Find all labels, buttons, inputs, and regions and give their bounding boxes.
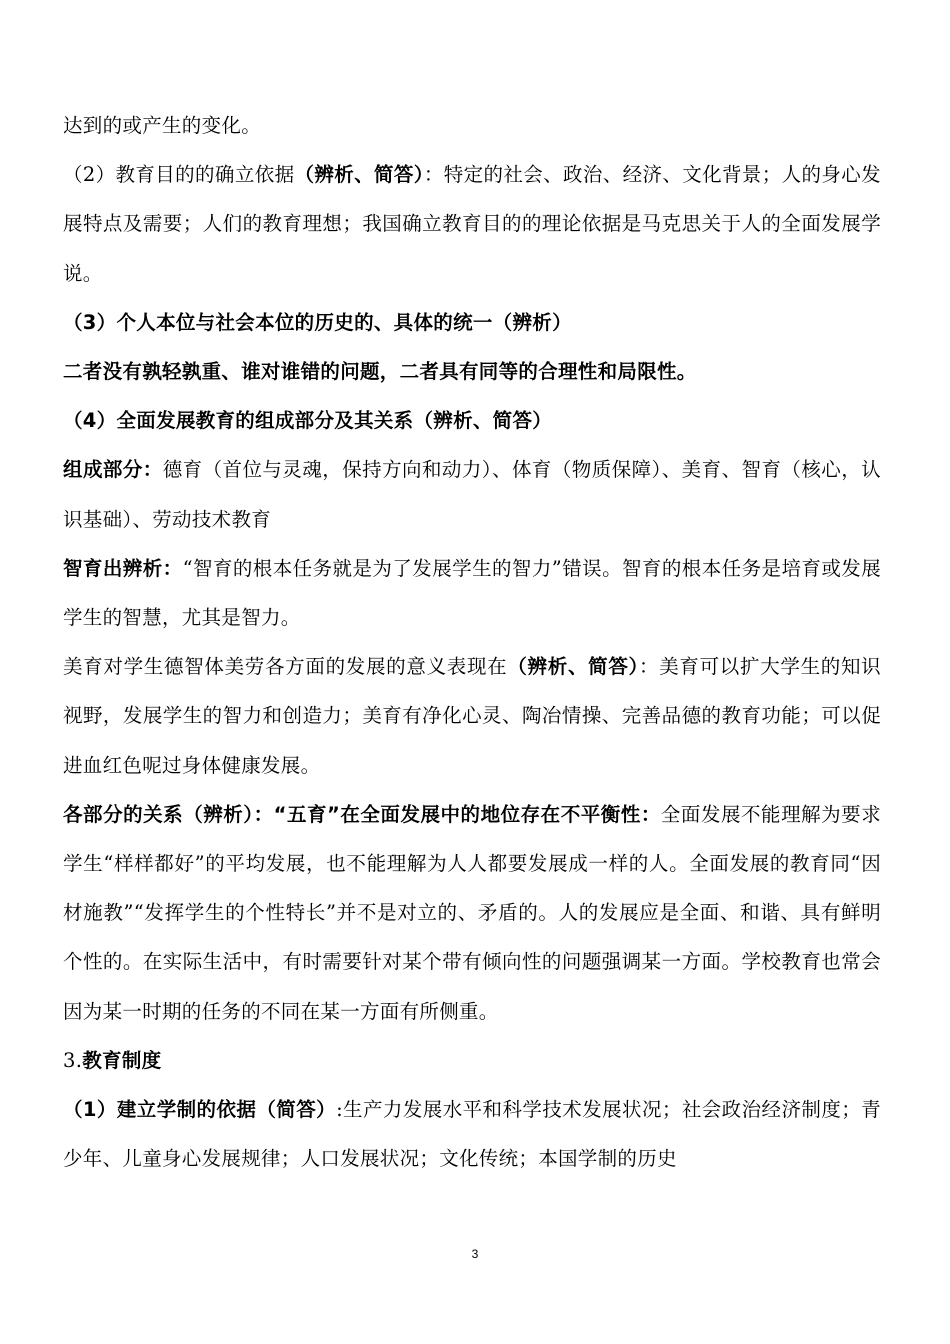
bold-label: 智育出辨析： [63, 556, 183, 580]
section-heading-education-system [63, 1036, 881, 1085]
page-number: 3 [471, 1247, 479, 1261]
paragraph-school-system-basis [63, 1085, 881, 1183]
paragraph-prefix: （2）教育目的的确立依据 [63, 163, 295, 187]
section-number: 3. [63, 1048, 83, 1072]
question-type-tag: （辨析、简答） [507, 655, 639, 679]
paragraph-text: “智育的根本任务就是为了发展学生的智力”错误。智育的根本任务是培育或发展学生的智慧，尤其是智力。 [63, 556, 881, 630]
paragraph-continuation [63, 101, 881, 150]
paragraph-prefix: 美育对学生德智体美劳各方面的发展的意义表现在 [63, 655, 508, 679]
paragraph-text: ：特定的社会、政治、经济、文化背景；人的身心发展特点及需要；人们的教育理想；我国确立教育目的的理论依据是马克思关于人的全面发展学说。 [63, 163, 881, 285]
paragraph-text: :生产力发展水平和科学技术发展状况；社会政治经济制度；青少年、儿童身心发展规律；人口发展状况；文化传统；本国学制的历史 [63, 1098, 881, 1171]
heading-text: （3）个人本位与社会本位的历史的、具体的统一（辨析） [63, 310, 572, 334]
section-title: 教育制度 [82, 1048, 162, 1072]
heading-text: （4）全面发展教育的组成部分及其关系（辨析、简答） [63, 409, 553, 433]
paragraph-text: ：美育可以扩大学生的知识视野，发展学生的智力和创造力；美育有净化心灵、陶冶情操、完善品德的教育功能；可以促进血红色呢过身体健康发展。 [63, 655, 881, 777]
heading-individual-social-standard [63, 298, 881, 347]
heading-all-round-education [63, 396, 881, 445]
bold-label: （1）建立学制的依据（简答） [63, 1098, 337, 1122]
paragraph-components [63, 445, 881, 543]
paragraph-conclusion [63, 347, 881, 396]
paragraph-text: 达到的或产生的变化。 [63, 114, 262, 137]
page-body [63, 101, 881, 1183]
paragraph-text: 德育（首位与灵魂，保持方向和动力）、体育（物质保障）、美育、智育（核心，认识基础）、劳动技术教育 [63, 458, 881, 531]
bold-label: 组成部分： [63, 458, 163, 482]
paragraph-relationship [63, 790, 881, 1036]
bold-statement: 二者没有孰轻孰重、谁对谁错的问题，二者具有同等的合理性和局限性。 [63, 360, 697, 384]
bold-label: 各部分的关系（辨析）：“五育”在全面发展中的地位存在不平衡性： [63, 802, 661, 826]
paragraph-intellectual-education [63, 544, 881, 642]
question-type-tag: （辨析、简答） [294, 163, 424, 187]
paragraph-aesthetic-education [63, 642, 881, 790]
paragraph-text: 全面发展不能理解为要求学生“样样都好”的平均发展，也不能理解为人人都要发展成一样的人。全面发展的教育同“因材施教”“发挥学生的个性特长”并不是对立的、矛盾的。人的发展应是全面、和谐、具有鲜明个性的。在实际生活中，有时需要针对某个带有倾向性的问题强调某一方面。学校教育也常会因为某一时期的任务的不同在某一方面有所侧重。 [63, 802, 881, 1023]
paragraph-education-aim-basis [63, 150, 881, 298]
